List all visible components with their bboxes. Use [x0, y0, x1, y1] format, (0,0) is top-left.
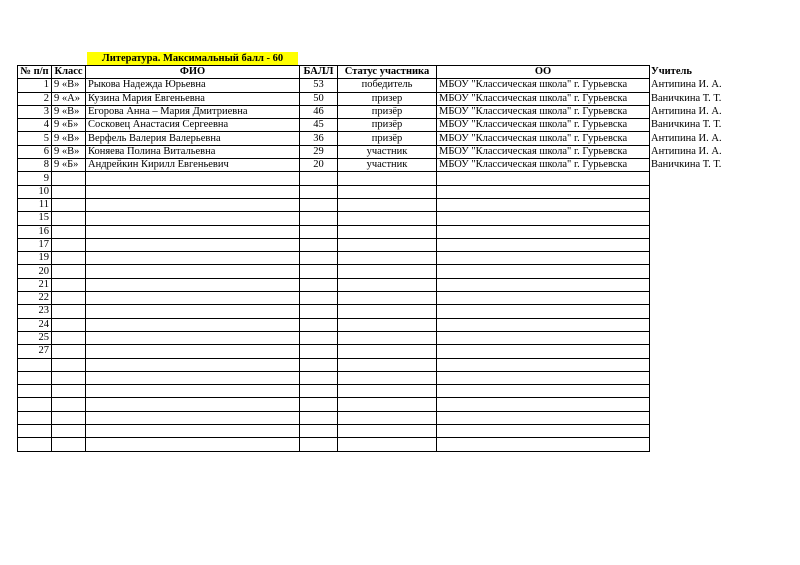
cell-score — [300, 371, 338, 384]
cell-teacher: Антипина И. А. — [651, 79, 722, 91]
cell-class — [52, 292, 86, 305]
cell-num: 17 — [18, 238, 52, 251]
cell-name: Коняева Полина Витальевна — [86, 145, 300, 158]
header-teacher: Учитель — [651, 66, 692, 78]
cell-class — [52, 371, 86, 384]
cell-org — [437, 358, 650, 371]
cell-name: Андрейкин Кирилл Евгеньевич — [86, 159, 300, 172]
cell-class — [52, 238, 86, 251]
cell-score — [300, 265, 338, 278]
table-row — [18, 119, 730, 132]
cell-org — [437, 278, 650, 291]
table-row — [18, 318, 730, 331]
table-row — [18, 172, 730, 185]
cell-num: 24 — [18, 318, 52, 331]
cell-status — [338, 358, 437, 371]
cell-class — [52, 398, 86, 411]
cell-org — [437, 411, 650, 424]
table-row — [18, 105, 730, 118]
header-org: ОО — [437, 66, 650, 79]
table-row — [18, 198, 730, 211]
table-row — [18, 79, 730, 92]
cell-org — [437, 398, 650, 411]
cell-name — [86, 252, 300, 265]
table-row — [18, 345, 730, 358]
cell-teacher — [650, 278, 730, 291]
table-row — [18, 358, 730, 371]
cell-status — [338, 371, 437, 384]
cell-teacher — [650, 438, 730, 451]
cell-teacher: Ваничкина Т. Т. — [651, 119, 722, 131]
cell-name — [86, 371, 300, 384]
cell-org — [437, 172, 650, 185]
cell-num: 25 — [18, 331, 52, 344]
table-row — [18, 238, 730, 251]
cell-num: 6 — [18, 145, 52, 158]
cell-status — [338, 185, 437, 198]
cell-status — [338, 411, 437, 424]
cell-teacher: Ваничкина Т. Т. — [651, 92, 722, 104]
cell-score — [300, 185, 338, 198]
cell-name — [86, 385, 300, 398]
cell-class — [52, 345, 86, 358]
cell-status: призёр — [338, 105, 437, 118]
cell-status — [338, 172, 437, 185]
cell-num — [18, 398, 52, 411]
cell-teacher — [650, 198, 730, 211]
table-row — [18, 411, 730, 424]
cell-num — [18, 411, 52, 424]
cell-class — [52, 305, 86, 318]
cell-teacher — [650, 305, 730, 318]
cell-status: участник — [338, 145, 437, 158]
cell-class: 9 «В» — [52, 105, 86, 118]
table-row — [18, 132, 730, 145]
cell-class — [52, 198, 86, 211]
cell-org — [437, 225, 650, 238]
cell-org — [437, 385, 650, 398]
cell-class — [52, 278, 86, 291]
cell-name — [86, 172, 300, 185]
cell-org — [437, 265, 650, 278]
cell-teacher — [650, 411, 730, 424]
cell-status — [338, 292, 437, 305]
cell-name — [86, 305, 300, 318]
cell-teacher — [650, 172, 730, 185]
cell-score — [300, 225, 338, 238]
cell-status — [338, 385, 437, 398]
cell-score — [300, 318, 338, 331]
cell-org: МБОУ "Классическая школа" г. Гурьевска — [437, 79, 650, 92]
cell-name — [86, 331, 300, 344]
cell-score: 29 — [300, 145, 338, 158]
cell-status: призер — [338, 92, 437, 105]
cell-score: 45 — [300, 119, 338, 132]
cell-class — [52, 411, 86, 424]
cell-name — [86, 438, 300, 451]
cell-score — [300, 305, 338, 318]
cell-name — [86, 265, 300, 278]
cell-teacher — [650, 331, 730, 344]
cell-name: Егорова Анна – Мария Дмитриевна — [86, 105, 300, 118]
table-title: Литература. Максимальный балл - 60 — [87, 52, 298, 65]
cell-org — [437, 438, 650, 451]
cell-score — [300, 425, 338, 438]
cell-num — [18, 371, 52, 384]
cell-score: 53 — [300, 79, 338, 92]
cell-status — [338, 331, 437, 344]
cell-status — [338, 198, 437, 211]
cell-name: Кузина Мария Евгеньевна — [86, 92, 300, 105]
cell-org — [437, 238, 650, 251]
table-row — [18, 371, 730, 384]
cell-num: 20 — [18, 265, 52, 278]
cell-class: 9 «А» — [52, 92, 86, 105]
header-num: № п/п — [18, 66, 52, 79]
table-row — [18, 398, 730, 411]
cell-status: призёр — [338, 119, 437, 132]
cell-status — [338, 425, 437, 438]
cell-teacher: Антипина И. А. — [651, 106, 722, 118]
cell-num: 21 — [18, 278, 52, 291]
cell-status — [338, 212, 437, 225]
cell-num: 9 — [18, 172, 52, 185]
cell-teacher: Антипина И. А. — [651, 132, 722, 144]
cell-score: 46 — [300, 105, 338, 118]
cell-score — [300, 278, 338, 291]
cell-class — [52, 212, 86, 225]
cell-num — [18, 358, 52, 371]
header-row — [18, 66, 730, 79]
cell-teacher: Антипина И. А. — [651, 145, 722, 157]
cell-org: МБОУ "Классическая школа" г. Гурьевска — [437, 119, 650, 132]
cell-status — [338, 238, 437, 251]
cell-name — [86, 292, 300, 305]
cell-num: 27 — [18, 345, 52, 358]
table-row — [18, 438, 730, 451]
table-row — [18, 305, 730, 318]
cell-status — [338, 305, 437, 318]
cell-org — [437, 292, 650, 305]
cell-status — [338, 318, 437, 331]
cell-name — [86, 198, 300, 211]
cell-num: 16 — [18, 225, 52, 238]
cell-org: МБОУ "Классическая школа" г. Гурьевска — [437, 105, 650, 118]
cell-org: МБОУ "Классическая школа" г. Гурьевска — [437, 132, 650, 145]
cell-score — [300, 345, 338, 358]
cell-name: Рыкова Надежда Юрьевна — [86, 79, 300, 92]
cell-name — [86, 345, 300, 358]
table-row — [18, 212, 730, 225]
cell-num: 15 — [18, 212, 52, 225]
cell-org — [437, 331, 650, 344]
cell-teacher — [650, 425, 730, 438]
cell-num: 19 — [18, 252, 52, 265]
cell-teacher — [650, 371, 730, 384]
cell-status: победитель — [338, 79, 437, 92]
cell-teacher — [650, 292, 730, 305]
cell-name — [86, 411, 300, 424]
cell-name — [86, 318, 300, 331]
cell-class: 9 «В» — [52, 145, 86, 158]
table-row — [18, 225, 730, 238]
cell-name: Сосковец Анастасия Сергеевна — [86, 119, 300, 132]
cell-name — [86, 238, 300, 251]
table-row — [18, 425, 730, 438]
cell-teacher — [650, 398, 730, 411]
header-name: ФИО — [86, 66, 300, 79]
cell-num: 22 — [18, 292, 52, 305]
cell-status: призёр — [338, 132, 437, 145]
cell-status — [338, 438, 437, 451]
cell-status — [338, 252, 437, 265]
cell-score — [300, 252, 338, 265]
cell-class — [52, 385, 86, 398]
cell-class — [52, 265, 86, 278]
cell-num: 3 — [18, 105, 52, 118]
cell-org: МБОУ "Классическая школа" г. Гурьевска — [437, 145, 650, 158]
cell-num: 5 — [18, 132, 52, 145]
cell-name: Верфель Валерия Валерьевна — [86, 132, 300, 145]
table-row — [18, 92, 730, 105]
cell-teacher — [650, 265, 730, 278]
cell-teacher — [650, 385, 730, 398]
cell-status — [338, 265, 437, 278]
cell-score: 50 — [300, 92, 338, 105]
cell-class — [52, 331, 86, 344]
cell-num: 11 — [18, 198, 52, 211]
header-status: Статус участника — [338, 66, 437, 79]
cell-class: 9 «В» — [52, 132, 86, 145]
cell-teacher — [650, 212, 730, 225]
cell-teacher — [650, 318, 730, 331]
cell-class — [52, 358, 86, 371]
cell-status — [338, 345, 437, 358]
table-row — [18, 385, 730, 398]
cell-num: 4 — [18, 119, 52, 132]
table-row — [18, 265, 730, 278]
table-row — [18, 331, 730, 344]
cell-name — [86, 425, 300, 438]
cell-score — [300, 238, 338, 251]
table-row — [18, 185, 730, 198]
cell-class — [52, 185, 86, 198]
cell-score — [300, 198, 338, 211]
cell-score — [300, 331, 338, 344]
cell-name — [86, 212, 300, 225]
cell-org — [437, 345, 650, 358]
cell-class: 9 «Б» — [52, 159, 86, 172]
cell-num: 10 — [18, 185, 52, 198]
header-score: БАЛЛ — [300, 66, 338, 79]
cell-org — [437, 318, 650, 331]
cell-org: МБОУ "Классическая школа" г. Гурьевска — [437, 92, 650, 105]
cell-org — [437, 185, 650, 198]
cell-score — [300, 398, 338, 411]
cell-teacher — [650, 238, 730, 251]
cell-class: 9 «Б» — [52, 119, 86, 132]
cell-num: 2 — [18, 92, 52, 105]
cell-num — [18, 425, 52, 438]
cell-status: участник — [338, 159, 437, 172]
cell-num — [18, 385, 52, 398]
table-row — [18, 252, 730, 265]
cell-class — [52, 252, 86, 265]
cell-org: МБОУ "Классическая школа" г. Гурьевска — [437, 159, 650, 172]
cell-name — [86, 185, 300, 198]
cell-status — [338, 278, 437, 291]
header-class: Класс — [52, 66, 86, 79]
cell-teacher — [650, 358, 730, 371]
cell-teacher — [650, 252, 730, 265]
table-row — [18, 159, 730, 172]
cell-num: 23 — [18, 305, 52, 318]
cell-org — [437, 371, 650, 384]
cell-score: 20 — [300, 159, 338, 172]
cell-num: 1 — [18, 79, 52, 92]
cell-org — [437, 252, 650, 265]
table-row — [18, 278, 730, 291]
cell-score — [300, 212, 338, 225]
cell-score — [300, 358, 338, 371]
cell-class — [52, 425, 86, 438]
cell-org — [437, 212, 650, 225]
cell-score — [300, 292, 338, 305]
cell-score — [300, 411, 338, 424]
cell-class — [52, 438, 86, 451]
cell-name — [86, 225, 300, 238]
cell-org — [437, 198, 650, 211]
cell-score: 36 — [300, 132, 338, 145]
cell-score — [300, 438, 338, 451]
cell-name — [86, 278, 300, 291]
cell-status — [338, 398, 437, 411]
table-row — [18, 292, 730, 305]
cell-name — [86, 398, 300, 411]
table-row — [18, 145, 730, 158]
cell-class — [52, 318, 86, 331]
cell-class — [52, 172, 86, 185]
cell-class: 9 «В» — [52, 79, 86, 92]
cell-score — [300, 385, 338, 398]
results-table — [17, 65, 730, 452]
cell-class — [52, 225, 86, 238]
cell-score — [300, 172, 338, 185]
cell-teacher: Ваничкина Т. Т. — [651, 159, 722, 171]
cell-teacher — [650, 185, 730, 198]
cell-num — [18, 438, 52, 451]
cell-teacher — [650, 345, 730, 358]
cell-org — [437, 425, 650, 438]
cell-teacher — [650, 225, 730, 238]
cell-name — [86, 358, 300, 371]
cell-num: 8 — [18, 159, 52, 172]
cell-org — [437, 305, 650, 318]
cell-status — [338, 225, 437, 238]
